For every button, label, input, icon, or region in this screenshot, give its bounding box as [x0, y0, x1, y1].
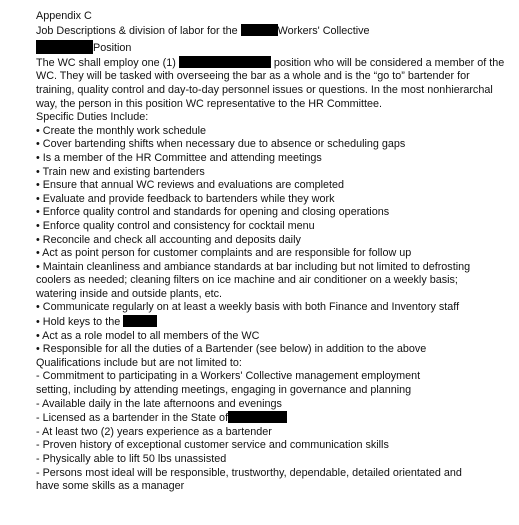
list-item: - Proven history of exceptional customer service and communication skills — [36, 439, 389, 452]
appendix-heading: Appendix C — [36, 10, 92, 22]
duties-heading: Specific Duties Include: — [36, 111, 149, 124]
hold-keys-text: • Hold keys to the — [36, 316, 121, 329]
list-item: • Maintain cleanliness and ambiance standards at bar including but not limited to defrosting coolers as needed; cleaning filters on ice machine and air conditioner on a weekly basis; watering inside and outside plants, etc. — [36, 260, 471, 300]
redaction-bar — [228, 411, 287, 423]
list-item: - Persons most ideal will be responsible, trustworthy, dependable, detailed orientated and have some skills as a manager — [36, 466, 462, 493]
position-heading-text: Position — [93, 42, 132, 55]
list-item: • Responsible for all the duties of a Bartender (see below) in addition to the above — [36, 343, 427, 356]
list-item — [36, 411, 509, 426]
subtitle-after: Workers' Collective — [277, 24, 370, 37]
list-item: • Create the monthly work schedule — [36, 124, 207, 137]
list-item: • Enforce quality control and standards for opening and closing operations — [36, 206, 390, 219]
list-item: • Cover bartending shifts when necessary due to absence or scheduling gaps — [36, 138, 406, 151]
intro-before: The WC shall employ one (1) — [36, 56, 176, 69]
redaction-bar — [123, 315, 157, 327]
list-item: - Available daily in the late afternoons and evenings — [36, 397, 282, 410]
list-item: • Enforce quality control and consistency for cocktail menu — [36, 219, 315, 232]
list-item: • Evaluate and provide feedback to bartenders while they work — [36, 192, 335, 205]
list-item: • Act as a role model to all members of the WC — [36, 329, 260, 342]
list-item: • Act as point person for customer complaints and are responsible for follow up — [36, 247, 412, 260]
list-item: - Physically able to lift 50 lbs unassisted — [36, 453, 227, 465]
qualifications-heading: Qualifications include but are not limited to: — [36, 356, 242, 369]
redaction-bar — [36, 40, 93, 54]
list-item: • Reconcile and check all accounting and deposits daily — [36, 233, 301, 246]
list-item: • Communicate regularly on at least a weekly basis with both Finance and Inventory staff — [36, 301, 460, 314]
redaction-bar — [179, 56, 271, 68]
subtitle-before: Job Descriptions & division of labor for the — [36, 24, 238, 37]
list-item: • Train new and existing bartenders — [36, 165, 205, 178]
list-item: • Is a member of the HR Committee and attending meetings — [36, 151, 322, 164]
redaction-bar — [241, 24, 278, 36]
list-item: - At least two (2) years experience as a bartender — [36, 425, 272, 438]
licensed-text: - Licensed as a bartender in the State of — [36, 412, 229, 425]
list-item — [36, 315, 509, 330]
intro-after: position who will be considered a member of the — [273, 56, 505, 69]
list-item: • Ensure that annual WC reviews and evaluations are completed — [36, 179, 345, 192]
document-subtitle — [36, 24, 509, 39]
intro-paragraph — [36, 56, 506, 111]
list-item: - Commitment to participating in a Workers' Collective management employment setting, including by attending meetings, engaging in governance and planning — [36, 370, 421, 397]
position-heading — [36, 40, 509, 56]
intro-rest: WC. They will be tasked with overseeing the bar as a whole and is the “go to” bartender for training, quality control and day-to-day personnel issues or questions. In the most nonhierarchal way, the person in this position WC representative to the HR Committee. — [36, 70, 493, 110]
